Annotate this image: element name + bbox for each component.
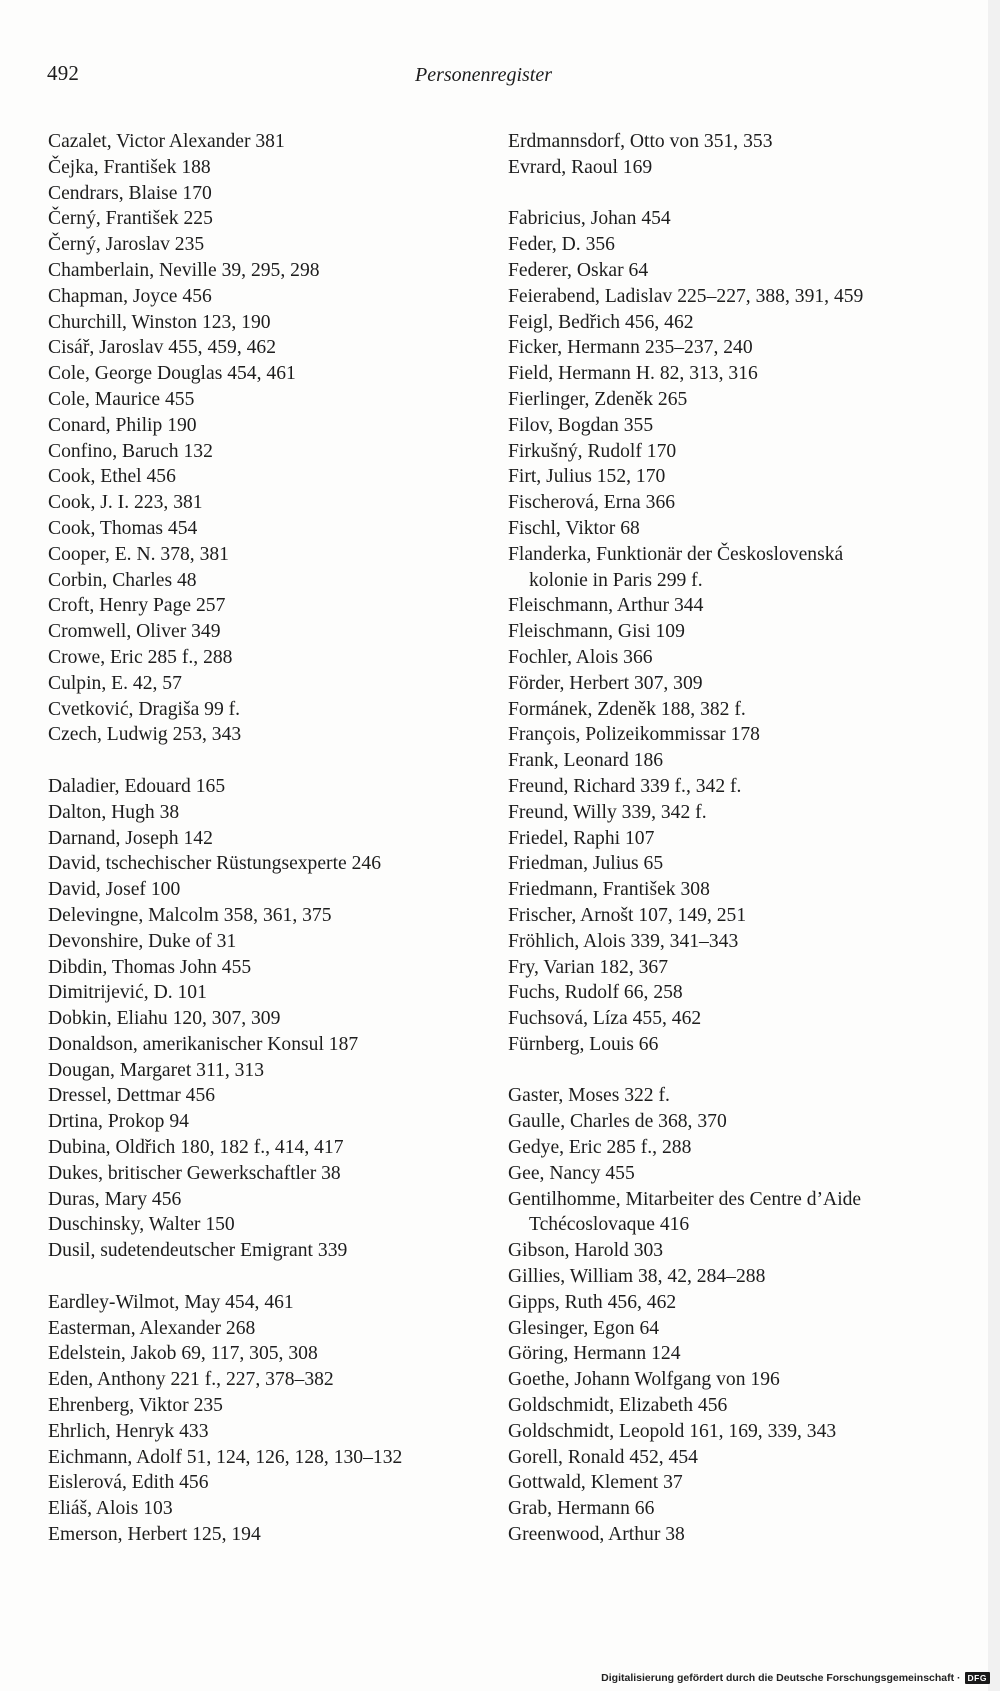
index-entry: Eichmann, Adolf 51, 124, 126, 128, 130–132 — [48, 1446, 403, 1468]
index-entry: Dubina, Oldřich 180, 182 f., 414, 417 — [48, 1137, 344, 1159]
index-entry: Göring, Hermann 124 — [508, 1343, 681, 1365]
index-entry: Drtina, Prokop 94 — [48, 1111, 189, 1133]
index-entry: Cook, Thomas 454 — [48, 517, 198, 539]
index-entry: Glesinger, Egon 64 — [508, 1317, 660, 1339]
index-entry: Fröhlich, Alois 339, 341–343 — [508, 930, 739, 952]
index-entry: Gee, Nancy 455 — [508, 1162, 635, 1184]
index-entry: Gentilhomme, Mitarbeiter des Centre d’Aide — [508, 1188, 862, 1210]
index-entry: Ehrlich, Henryk 433 — [48, 1420, 209, 1442]
index-entry: Chamberlain, Neville 39, 295, 298 — [48, 259, 320, 281]
index-entry: Cisář, Jaroslav 455, 459, 462 — [48, 337, 277, 359]
index-entry: Goldschmidt, Elizabeth 456 — [508, 1395, 728, 1417]
index-entry: David, tschechischer Rüstungsexperte 246 — [48, 853, 382, 875]
index-entry: Gillies, William 38, 42, 284–288 — [508, 1266, 766, 1288]
index-section-gap — [508, 1058, 978, 1084]
index-section-gap — [508, 181, 978, 207]
index-entry: Federer, Oskar 64 — [508, 259, 649, 281]
index-entry: Dressel, Dettmar 456 — [48, 1085, 216, 1107]
index-entry: Čejka, František 188 — [48, 156, 211, 178]
index-entry: Duras, Mary 456 — [48, 1188, 182, 1210]
index-entry: Gorell, Ronald 452, 454 — [508, 1446, 698, 1468]
index-entry: Eliáš, Alois 103 — [48, 1498, 173, 1520]
index-entry: Cooper, E. N. 378, 381 — [48, 543, 229, 565]
index-entry: Darnand, Joseph 142 — [48, 827, 213, 849]
index-entry: Field, Hermann H. 82, 313, 316 — [508, 363, 758, 385]
index-entry: Greenwood, Arthur 38 — [508, 1524, 685, 1546]
index-entry: Freund, Richard 339 f., 342 f. — [508, 775, 742, 797]
index-entry: Feder, D. 356 — [508, 234, 615, 256]
index-entry: Gedye, Eric 285 f., 288 — [508, 1137, 692, 1159]
index-entry: Grab, Hermann 66 — [508, 1498, 655, 1520]
index-entry: Erdmannsdorf, Otto von 351, 353 — [508, 131, 773, 152]
index-entry: Confino, Baruch 132 — [48, 440, 213, 462]
index-entry: David, Josef 100 — [48, 879, 181, 901]
index-entry: Filov, Bogdan 355 — [508, 414, 654, 436]
index-entry: Fleischmann, Arthur 344 — [508, 595, 704, 617]
index-entry: Cendrars, Blaise 170 — [48, 182, 212, 204]
index-entry: Dusil, sudetendeutscher Emigrant 339 — [48, 1240, 348, 1262]
index-entry: Delevingne, Malcolm 358, 361, 375 — [48, 904, 332, 926]
index-entry: Freund, Willy 339, 342 f. — [508, 801, 707, 823]
page-number: 492 — [47, 61, 80, 85]
index-entry: Cole, Maurice 455 — [48, 388, 195, 410]
index-entry: Chapman, Joyce 456 — [48, 285, 212, 307]
index-entry: Fry, Varian 182, 367 — [508, 956, 669, 978]
index-entry: François, Polizeikommissar 178 — [508, 724, 760, 746]
index-entry: Czech, Ludwig 253, 343 — [48, 724, 242, 746]
index-entry: Daladier, Edouard 165 — [48, 775, 226, 797]
index-entry: Fürnberg, Louis 66 — [508, 1033, 659, 1055]
index-entry: Ficker, Hermann 235–237, 240 — [508, 337, 753, 359]
index-entry: Eardley-Wilmot, May 454, 461 — [48, 1291, 294, 1313]
index-entry: Gaster, Moses 322 f. — [508, 1085, 670, 1107]
index-entry: Formánek, Zdeněk 188, 382 f. — [508, 698, 746, 720]
index-entry: Cromwell, Oliver 349 — [48, 621, 221, 643]
index-entry: Černý, František 225 — [48, 208, 213, 230]
index-entry-continuation: kolonie in Paris 299 f. — [529, 569, 703, 591]
index-entry: Förder, Herbert 307, 309 — [508, 672, 703, 694]
index-entry: Eislerová, Edith 456 — [48, 1472, 209, 1494]
index-entry: Feigl, Bedřich 456, 462 — [508, 311, 694, 333]
index-entry: Cook, Ethel 456 — [48, 466, 176, 488]
index-entry: Cvetković, Dragiša 99 f. — [48, 698, 241, 720]
index-entry: Fierlinger, Zdeněk 265 — [508, 388, 688, 410]
index-entry: Fleischmann, Gisi 109 — [508, 621, 685, 643]
index-entry: Eden, Anthony 221 f., 227, 378–382 — [48, 1369, 334, 1391]
index-entry: Edelstein, Jakob 69, 117, 305, 308 — [48, 1343, 318, 1365]
index-entry: Dobkin, Eliahu 120, 307, 309 — [48, 1008, 281, 1030]
index-entry: Duschinsky, Walter 150 — [48, 1214, 235, 1236]
index-entry: Dalton, Hugh 38 — [48, 801, 180, 823]
index-entry: Cook, J. I. 223, 381 — [48, 492, 203, 514]
index-entry: Ehrenberg, Viktor 235 — [48, 1395, 223, 1417]
index-column-right — [508, 129, 978, 1548]
index-entry: Černý, Jaroslav 235 — [48, 234, 205, 256]
page-edge-shadow — [988, 0, 1000, 1691]
running-head: Personenregister — [415, 64, 553, 86]
index-entry: Devonshire, Duke of 31 — [48, 930, 237, 952]
index-entry: Dibdin, Thomas John 455 — [48, 956, 252, 978]
footer-credit — [601, 1672, 990, 1684]
index-entry: Churchill, Winston 123, 190 — [48, 311, 271, 333]
index-entry: Gibson, Harold 303 — [508, 1240, 664, 1262]
index-column-left — [48, 129, 478, 1548]
index-entry: Goethe, Johann Wolfgang von 196 — [508, 1369, 780, 1391]
dfg-logo: DFG — [965, 1672, 990, 1684]
index-entry: Dimitrijević, D. 101 — [48, 982, 207, 1004]
index-entry: Gottwald, Klement 37 — [508, 1472, 683, 1494]
index-entry-continuation: Tchécoslovaque 416 — [529, 1214, 690, 1236]
index-section-gap — [48, 748, 478, 774]
index-entry: Friedel, Raphi 107 — [508, 827, 655, 849]
index-entry: Frank, Leonard 186 — [508, 750, 664, 772]
index-entry: Fuchs, Rudolf 66, 258 — [508, 982, 683, 1004]
index-entry: Gipps, Ruth 456, 462 — [508, 1291, 677, 1313]
index-entry: Emerson, Herbert 125, 194 — [48, 1524, 261, 1546]
index-entry: Frischer, Arnošt 107, 149, 251 — [508, 904, 747, 926]
index-entry: Crowe, Eric 285 f., 288 — [48, 646, 233, 668]
index-entry: Fochler, Alois 366 — [508, 646, 653, 668]
index-entry: Fuchsová, Líza 455, 462 — [508, 1008, 702, 1030]
index-entry: Friedmann, František 308 — [508, 879, 710, 901]
index-entry: Flanderka, Funktionär der Československá — [508, 543, 844, 565]
index-entry: Cole, George Douglas 454, 461 — [48, 363, 296, 385]
index-entry: Fischerová, Erna 366 — [508, 492, 676, 514]
index-entry: Croft, Henry Page 257 — [48, 595, 226, 617]
index-entry: Fabricius, Johan 454 — [508, 208, 671, 230]
index-entry: Dougan, Margaret 311, 313 — [48, 1059, 265, 1081]
index-entry: Fischl, Viktor 68 — [508, 517, 640, 539]
index-entry: Donaldson, amerikanischer Konsul 187 — [48, 1033, 359, 1055]
index-entry: Cazalet, Victor Alexander 381 — [48, 131, 285, 152]
footer-text: Digitalisierung gefördert durch die Deutsche Forschungsgemeinschaft · — [601, 1672, 961, 1684]
index-entry: Corbin, Charles 48 — [48, 569, 197, 591]
index-entry: Firt, Julius 152, 170 — [508, 466, 666, 488]
index-entry: Gaulle, Charles de 368, 370 — [508, 1111, 727, 1133]
index-entry: Evrard, Raoul 169 — [508, 156, 653, 178]
index-section-gap — [48, 1264, 478, 1290]
index-entry: Friedman, Julius 65 — [508, 853, 664, 875]
index-entry: Culpin, E. 42, 57 — [48, 672, 182, 694]
index-entry: Dukes, britischer Gewerkschaftler 38 — [48, 1162, 341, 1184]
index-entry: Firkušný, Rudolf 170 — [508, 440, 677, 462]
index-entry: Feierabend, Ladislav 225–227, 388, 391, 459 — [508, 285, 864, 307]
index-entry: Conard, Philip 190 — [48, 414, 197, 436]
index-entry: Easterman, Alexander 268 — [48, 1317, 256, 1339]
index-entry: Goldschmidt, Leopold 161, 169, 339, 343 — [508, 1420, 837, 1442]
